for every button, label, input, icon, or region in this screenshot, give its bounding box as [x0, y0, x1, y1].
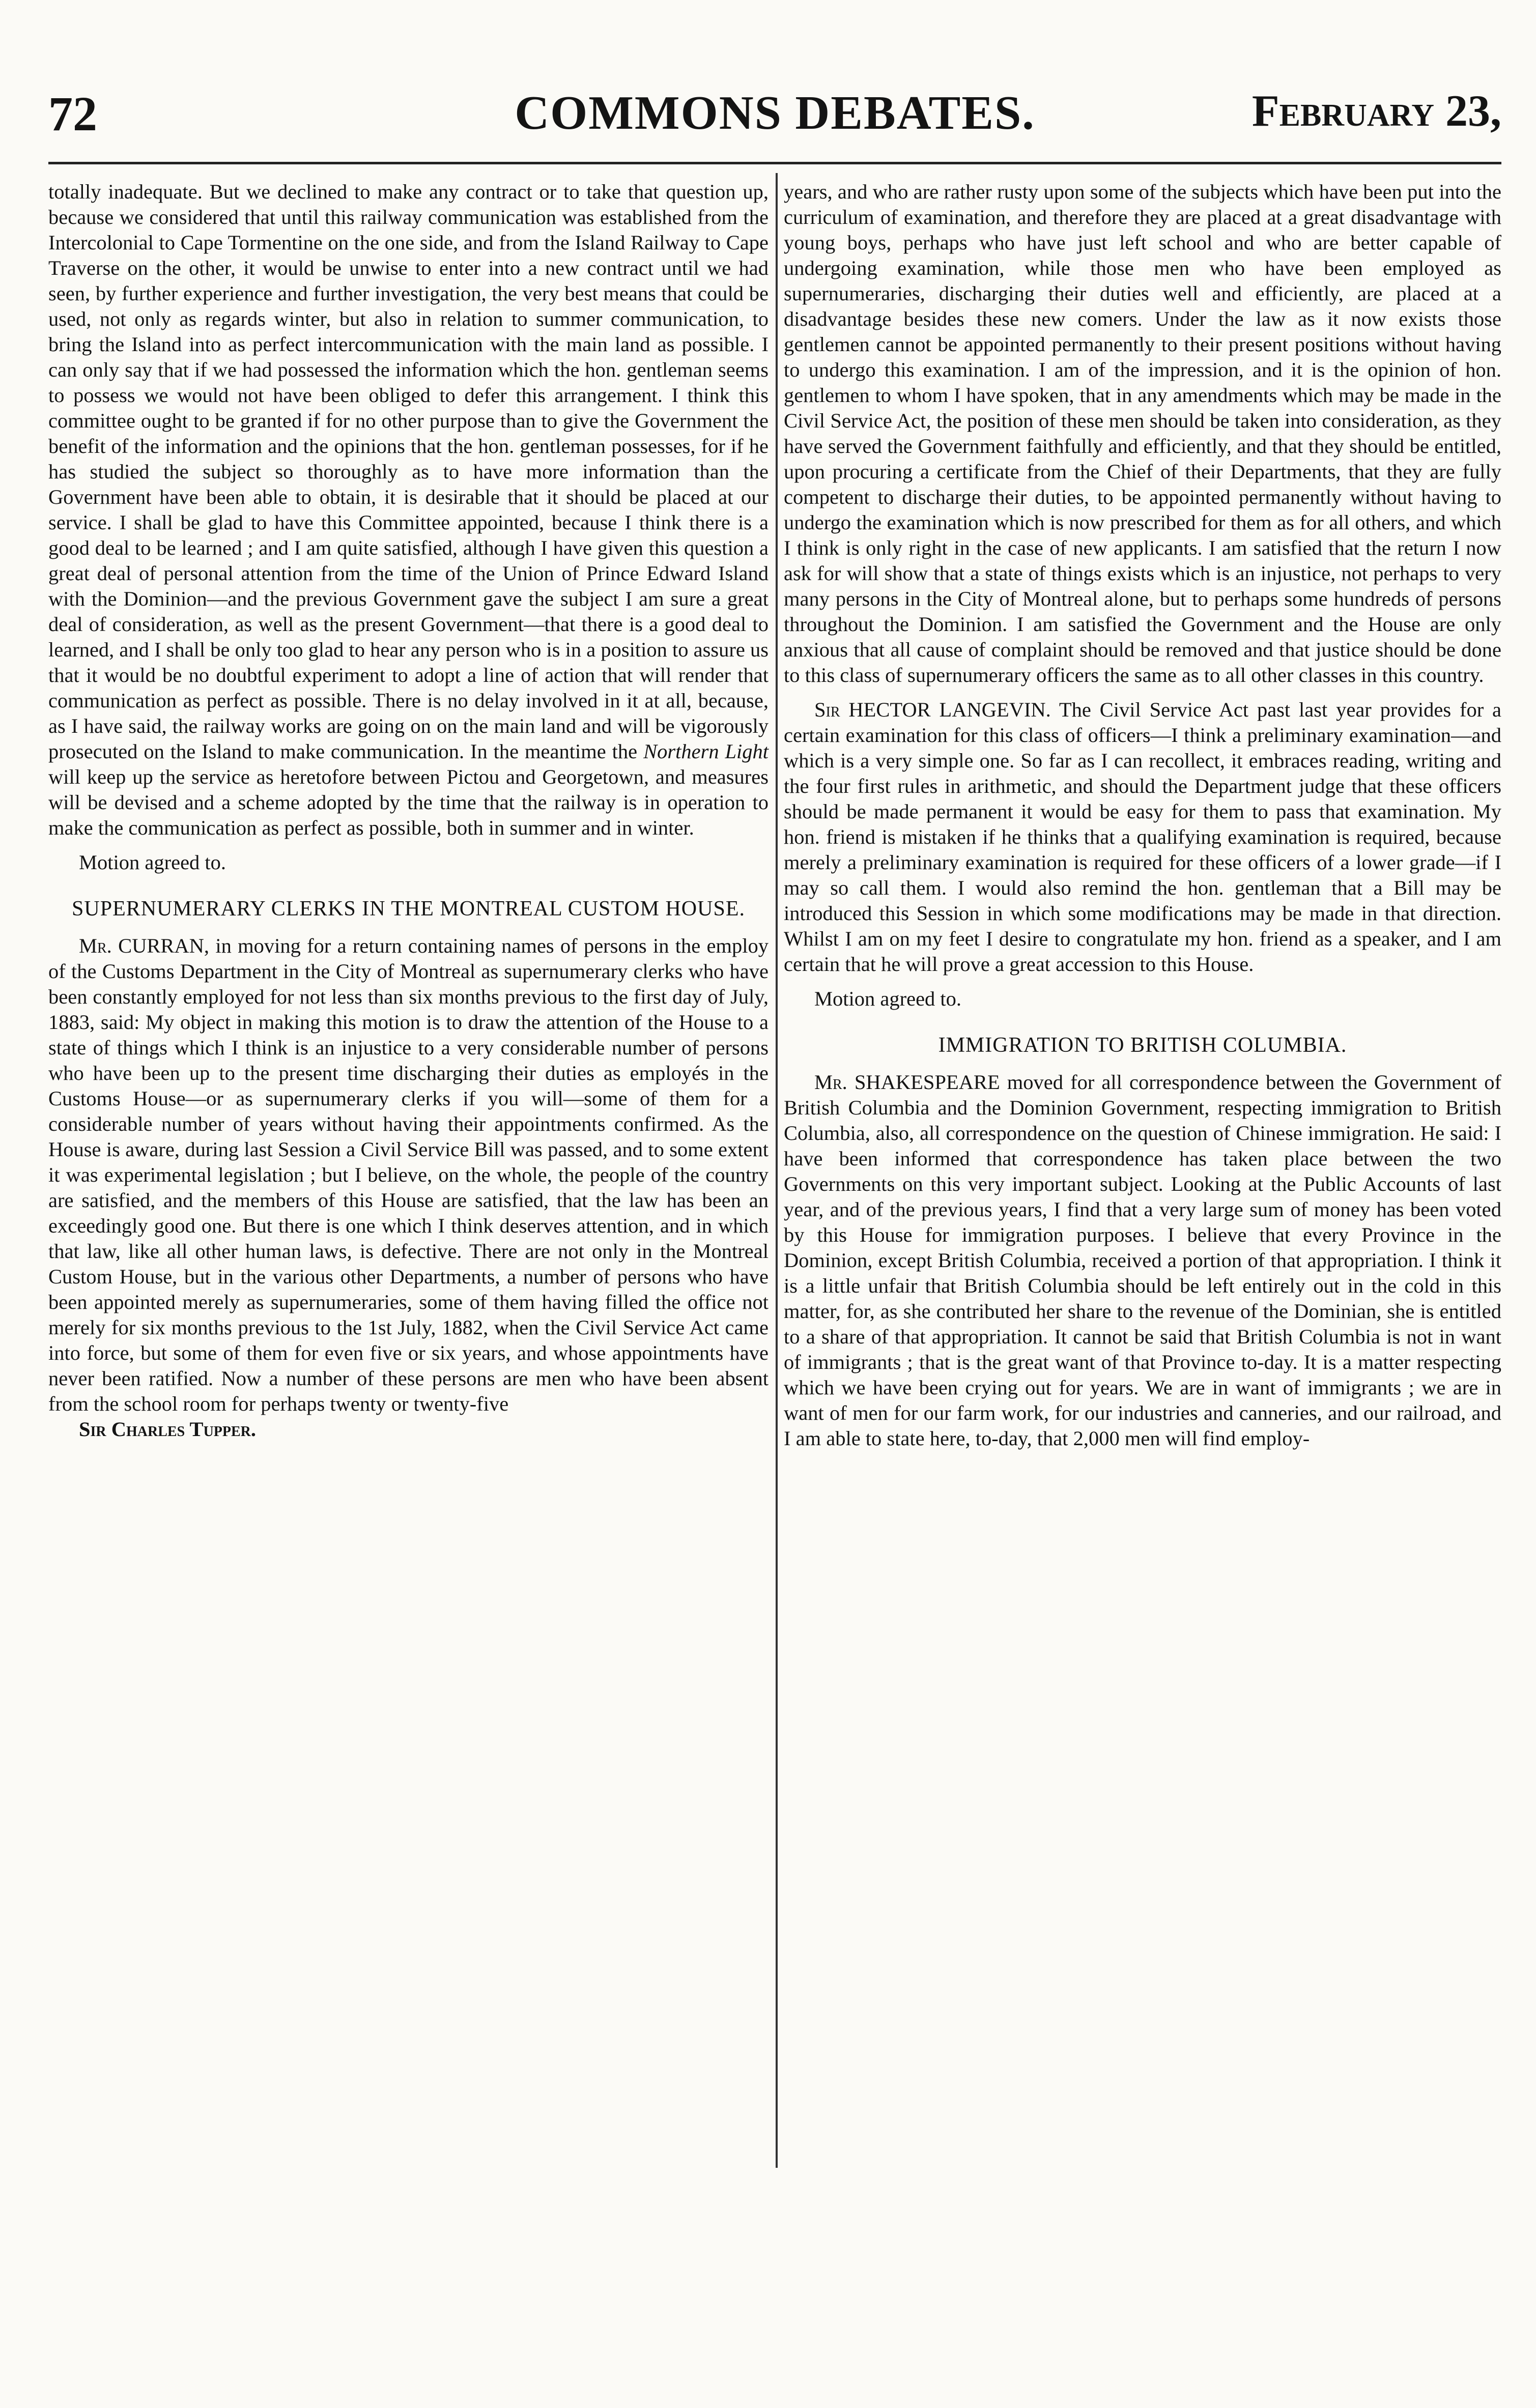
- motion-text: Motion agreed to.: [814, 987, 962, 1010]
- speaker-name: Sir HECTOR LANGEVIN.: [814, 698, 1051, 721]
- page-header: [48, 85, 1501, 147]
- motion-text: Motion agreed to.: [79, 851, 226, 874]
- page-number: 72: [48, 87, 97, 141]
- header-rule: [48, 162, 1501, 164]
- page-title: COMMONS DEBATES.: [515, 87, 1035, 139]
- speaker-name: Mr. SHAKESPEARE: [814, 1071, 1000, 1094]
- paragraph: years, and who are rather rusty upon some of the subjects which have been put into the curriculum of examination, and therefore they are placed at a great disadvantage with young boys, perhaps who have just left school and who are better capable of undergoing examination, while those men who have been employed as supernumeraries, discharging their duties well and efficiently, are placed at a disadvantage besides these new comers. Under the law as it now exists those gentlemen cannot be appointed permanently to their present positions without having to undergo this examination. I am of the impression, and it is the opinion of hon. gentlemen to whom I have spoken, that in any amendments which may be made in the Civil Service Act, the position of these men should be taken into consideration, as they have served the Government faithfully and efficiently, and that they should be entitled, upon procuring a certificate from the Chief of their Departments, that they are fully competent to discharge their duties, to be appointed permanently without having to undergo the examination which is now prescribed for them as for all others, and which I think is only right in the case of new applicants. I am satisfied that the return I now ask for will show that a state of things exists which is an injustice, not perhaps to very many persons in the City of Montreal alone, but to perhaps some hundreds of persons throughout the Dominion. I am satisfied the Government and the House are only anxious that all cause of complaint should be removed and that justice should be done to this class of supernumerary officers the same as to all other classes in this country.: [784, 180, 1501, 686]
- section-heading: SUPERNUMERARY CLERKS IN THE MONTREAL CUSTOM HOUSE.: [72, 897, 745, 921]
- left-column: [48, 179, 769, 1442]
- right-column: [784, 179, 1501, 1451]
- speaker-name: Mr. CURRAN,: [79, 934, 210, 957]
- paragraph: totally inadequate. But we declined to make any contract or to take that question up, because we considered that until this railway communication was established from the Intercolonial to Cape Tormentine on the one side, and from the Island Railway to Cape Traverse on the other, it would be unwise to enter into a new contract until we had seen, by further experience and further investigation, the very best means that could be used, not only as regards winter, but also in relation to summer communication, to bring the Island into as perfect intercommunication with the main land as possible. I can only say that if we had possessed the information which the hon. gentleman seems to possess we would not have been obliged to defer this arrangement. I think this committee ought to be granted if for no other purpose than to give the Government the benefit of the information and the opinions that the hon. gentleman possesses, for if he has studied the subject so thoroughly as to have more information than the Government have been able to obtain, it is desirable that it should be placed at our service. I shall be glad to have this Committee appointed, because I think there is a good deal to be learned ; and I am quite satisfied, although I have given this question a great deal of personal attention from the time of the Union of Prince Edward Island with the Dominion—and the previous Government gave the subject I am sure a great deal of consideration, as well as the present Government—that there is a good deal to learned, and I shall be only too glad to hear any person who is in a position to assure us that it would be no doubtful experiment to adopt a line of action that will render that communication as perfect as possible. There is no delay involved in it at all, because, as I have said, the railway works are going on on the main land and will be vigorously prosecuted on the Island to make communication. In the meantime the Northern Light will keep up the service as heretofore between Pictou and Georgetown, and measures will be devised and a scheme adopted by the time that the railway is in operation to make the communication as perfect as possible, both in summer and in winter.: [48, 180, 769, 839]
- paragraph: Mr. CURRAN, in moving for a return containing names of persons in the employ of the Customs Department in the City of Montreal as supernumerary clerks who have been constantly employed for not less than six months previous to the first day of July, 1883, said: My object in making this motion is to draw the attention of the House to a state of things which I think is an injustice to a very considerable number of persons who have been up to the present time discharging their duties as employés in the Customs House—or as supernumerary clerks if you will—some of them for a considerable number of years without having their appointments confirmed. As the House is aware, during last Session a Civil Service Bill was passed, and to some extent it was experimental legislation ; but I believe, on the whole, the people of the country are satisfied, and the members of this House are satisfied, that the law has been an exceedingly good one. But there is one which I think deserves attention, and in which that law, like all other human laws, is defective. There are not only in the Montreal Custom House, but in the various other Departments, a number of persons who have been appointed merely as supernumeraries, some of them having filled the office not merely for six months previous to the 1st July, 1882, when the Civil Service Act came into force, but some of them for even five or six years, and whose appointments have never been ratified. Now a number of these persons are men who have been absent from the school room for perhaps twenty or twenty-five: [48, 934, 769, 1415]
- paragraph: Sir HECTOR LANGEVIN. The Civil Service Act past last year provides for a certain examination for this class of officers—I think a preliminary examination—and which is a very simple one. So far as I can recollect, it embraces reading, writing and the four first rules in arithmetic, and should the Department judge that these officers should be made permanent it would be easy for them to pass that examination. My hon. friend is mistaken if he thinks that a qualifying examination is required, because merely a preliminary examination is required for these officers of a lower grade—if I may so call them. I would also remind the hon. gentleman that a Bill may be introduced this Session in which some modifications may be made in that direction. Whilst I am on my feet I desire to congratulate my hon. friend as a speaker, and I am certain that he will prove a great accession to this House.: [784, 698, 1501, 976]
- section-heading: IMMIGRATION TO BRITISH COLUMBIA.: [938, 1034, 1347, 1057]
- page-footer: Sir Charles Tupper.: [79, 1418, 257, 1441]
- column-divider: [776, 173, 778, 2168]
- header-date: February 23,: [1251, 87, 1501, 136]
- paragraph: Mr. SHAKESPEARE moved for all correspondence between the Government of British Columbia and the Dominion Government, respecting immigration to British Columbia, also, all correspondence on the question of Chinese immigration. He said: I have been informed that correspondence has taken place between the two Governments on this very important subject. Looking at the Public Accounts of last year, and of the previous years, I find that a very large sum of money has been voted by this House for immigration purposes. I believe that every Province in the Dominion, except British Columbia, received a portion of that appropriation. I think it is a little unfair that British Columbia should be left entirely out in the cold in this matter, for, as she contributed her share to the revenue of the Dominian, she is entitled to a share of that appropriation. It cannot be said that British Columbia is not in want of immigrants ; that is the great want of that Province to-day. It is a matter respecting which we have been crying out for years. We are in want of immigrants ; we are in want of men for our farm work, for our industries and canneries, and our railroad, and I am able to state here, to-day, that 2,000 men will find employ-: [784, 1071, 1502, 1450]
